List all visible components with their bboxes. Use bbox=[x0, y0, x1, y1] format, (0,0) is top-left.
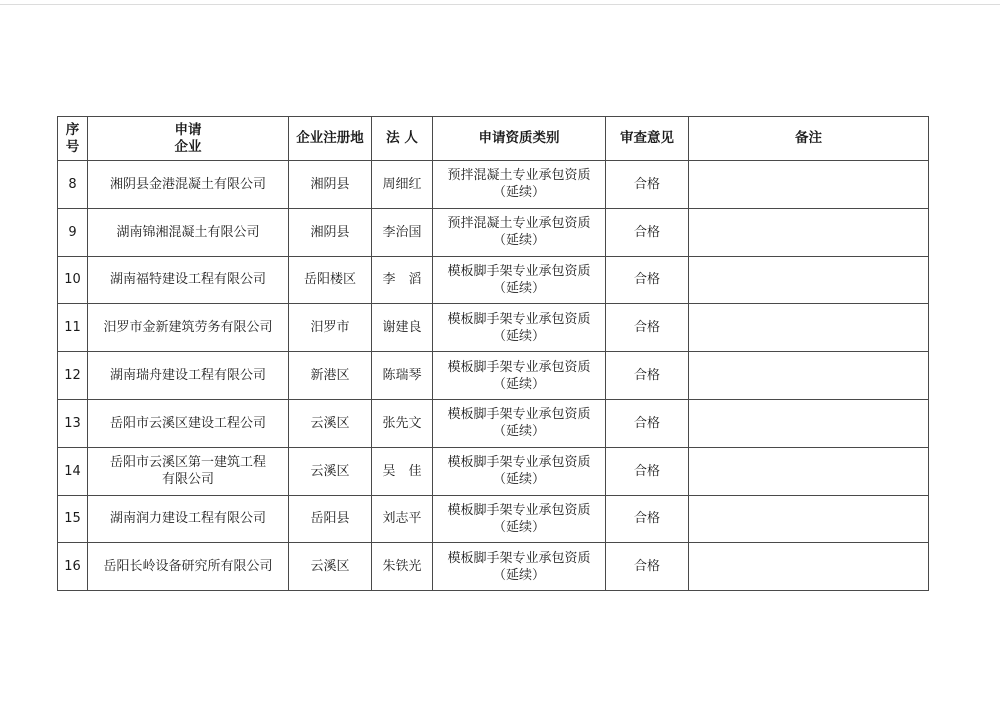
table-body bbox=[58, 161, 929, 591]
cell-remarks bbox=[689, 256, 929, 304]
cell-seq: 16 bbox=[58, 543, 88, 591]
cell-company: 湘阴县金港混凝土有限公司 bbox=[88, 161, 289, 209]
cell-legal-rep: 朱铁光 bbox=[372, 543, 433, 591]
cell-legal-rep: 李 滔 bbox=[372, 256, 433, 304]
cell-opinion: 合格 bbox=[606, 208, 689, 256]
cell-legal-rep: 周细红 bbox=[372, 161, 433, 209]
cell-qualification: 模板脚手架专业承包资质 （延续） bbox=[433, 304, 606, 352]
cell-remarks bbox=[689, 352, 929, 400]
cell-qualification: 模板脚手架专业承包资质 （延续） bbox=[433, 352, 606, 400]
cell-location: 汨罗市 bbox=[289, 304, 372, 352]
cell-opinion: 合格 bbox=[606, 161, 689, 209]
cell-seq: 9 bbox=[58, 208, 88, 256]
cell-legal-rep: 谢建良 bbox=[372, 304, 433, 352]
cell-location: 岳阳楼区 bbox=[289, 256, 372, 304]
cell-legal-rep: 吴 佳 bbox=[372, 447, 433, 495]
cell-opinion: 合格 bbox=[606, 447, 689, 495]
cell-location: 湘阴县 bbox=[289, 161, 372, 209]
cell-company: 岳阳长岭设备研究所有限公司 bbox=[88, 543, 289, 591]
table-row bbox=[58, 447, 929, 495]
cell-remarks bbox=[689, 399, 929, 447]
cell-seq: 11 bbox=[58, 304, 88, 352]
cell-legal-rep: 刘志平 bbox=[372, 495, 433, 543]
header-row bbox=[58, 117, 929, 161]
header-opinion: 审查意见 bbox=[606, 117, 689, 161]
cell-location: 云溪区 bbox=[289, 399, 372, 447]
header-legal-rep: 法 人 bbox=[372, 117, 433, 161]
table-row bbox=[58, 495, 929, 543]
cell-qualification: 模板脚手架专业承包资质 （延续） bbox=[433, 495, 606, 543]
cell-remarks bbox=[689, 208, 929, 256]
cell-company: 汨罗市金新建筑劳务有限公司 bbox=[88, 304, 289, 352]
cell-location: 湘阴县 bbox=[289, 208, 372, 256]
table-row bbox=[58, 256, 929, 304]
cell-opinion: 合格 bbox=[606, 256, 689, 304]
cell-remarks bbox=[689, 447, 929, 495]
header-location: 企业注册地 bbox=[289, 117, 372, 161]
cell-company: 湖南润力建设工程有限公司 bbox=[88, 495, 289, 543]
header-seq: 序 号 bbox=[58, 117, 88, 161]
qualification-review-table bbox=[57, 116, 929, 591]
cell-seq: 8 bbox=[58, 161, 88, 209]
cell-company: 湖南锦湘混凝土有限公司 bbox=[88, 208, 289, 256]
cell-opinion: 合格 bbox=[606, 495, 689, 543]
cell-legal-rep: 李治国 bbox=[372, 208, 433, 256]
cell-seq: 10 bbox=[58, 256, 88, 304]
cell-remarks bbox=[689, 161, 929, 209]
cell-opinion: 合格 bbox=[606, 304, 689, 352]
cell-qualification: 模板脚手架专业承包资质 （延续） bbox=[433, 399, 606, 447]
cell-qualification: 模板脚手架专业承包资质 （延续） bbox=[433, 447, 606, 495]
table-row bbox=[58, 543, 929, 591]
cell-remarks bbox=[689, 304, 929, 352]
table-row bbox=[58, 304, 929, 352]
cell-qualification: 模板脚手架专业承包资质 （延续） bbox=[433, 543, 606, 591]
cell-location: 岳阳县 bbox=[289, 495, 372, 543]
table-row bbox=[58, 399, 929, 447]
cell-opinion: 合格 bbox=[606, 399, 689, 447]
cell-remarks bbox=[689, 543, 929, 591]
cell-company: 岳阳市云溪区建设工程公司 bbox=[88, 399, 289, 447]
cell-company: 湖南福特建设工程有限公司 bbox=[88, 256, 289, 304]
cell-location: 云溪区 bbox=[289, 543, 372, 591]
cell-qualification: 预拌混凝土专业承包资质 （延续） bbox=[433, 161, 606, 209]
cell-company: 岳阳市云溪区第一建筑工程 有限公司 bbox=[88, 447, 289, 495]
cell-opinion: 合格 bbox=[606, 543, 689, 591]
header-qualification: 申请资质类别 bbox=[433, 117, 606, 161]
cell-seq: 15 bbox=[58, 495, 88, 543]
cell-qualification: 预拌混凝土专业承包资质 （延续） bbox=[433, 208, 606, 256]
cell-company: 湖南瑞舟建设工程有限公司 bbox=[88, 352, 289, 400]
cell-legal-rep: 陈瑞琴 bbox=[372, 352, 433, 400]
header-company: 申请 企业 bbox=[88, 117, 289, 161]
cell-seq: 13 bbox=[58, 399, 88, 447]
cell-seq: 12 bbox=[58, 352, 88, 400]
header-remarks: 备注 bbox=[689, 117, 929, 161]
cell-location: 云溪区 bbox=[289, 447, 372, 495]
page-top-rule bbox=[0, 4, 1000, 5]
table-row bbox=[58, 208, 929, 256]
cell-qualification: 模板脚手架专业承包资质 （延续） bbox=[433, 256, 606, 304]
cell-seq: 14 bbox=[58, 447, 88, 495]
table-row bbox=[58, 161, 929, 209]
cell-location: 新港区 bbox=[289, 352, 372, 400]
cell-remarks bbox=[689, 495, 929, 543]
cell-opinion: 合格 bbox=[606, 352, 689, 400]
table-row bbox=[58, 352, 929, 400]
cell-legal-rep: 张先文 bbox=[372, 399, 433, 447]
